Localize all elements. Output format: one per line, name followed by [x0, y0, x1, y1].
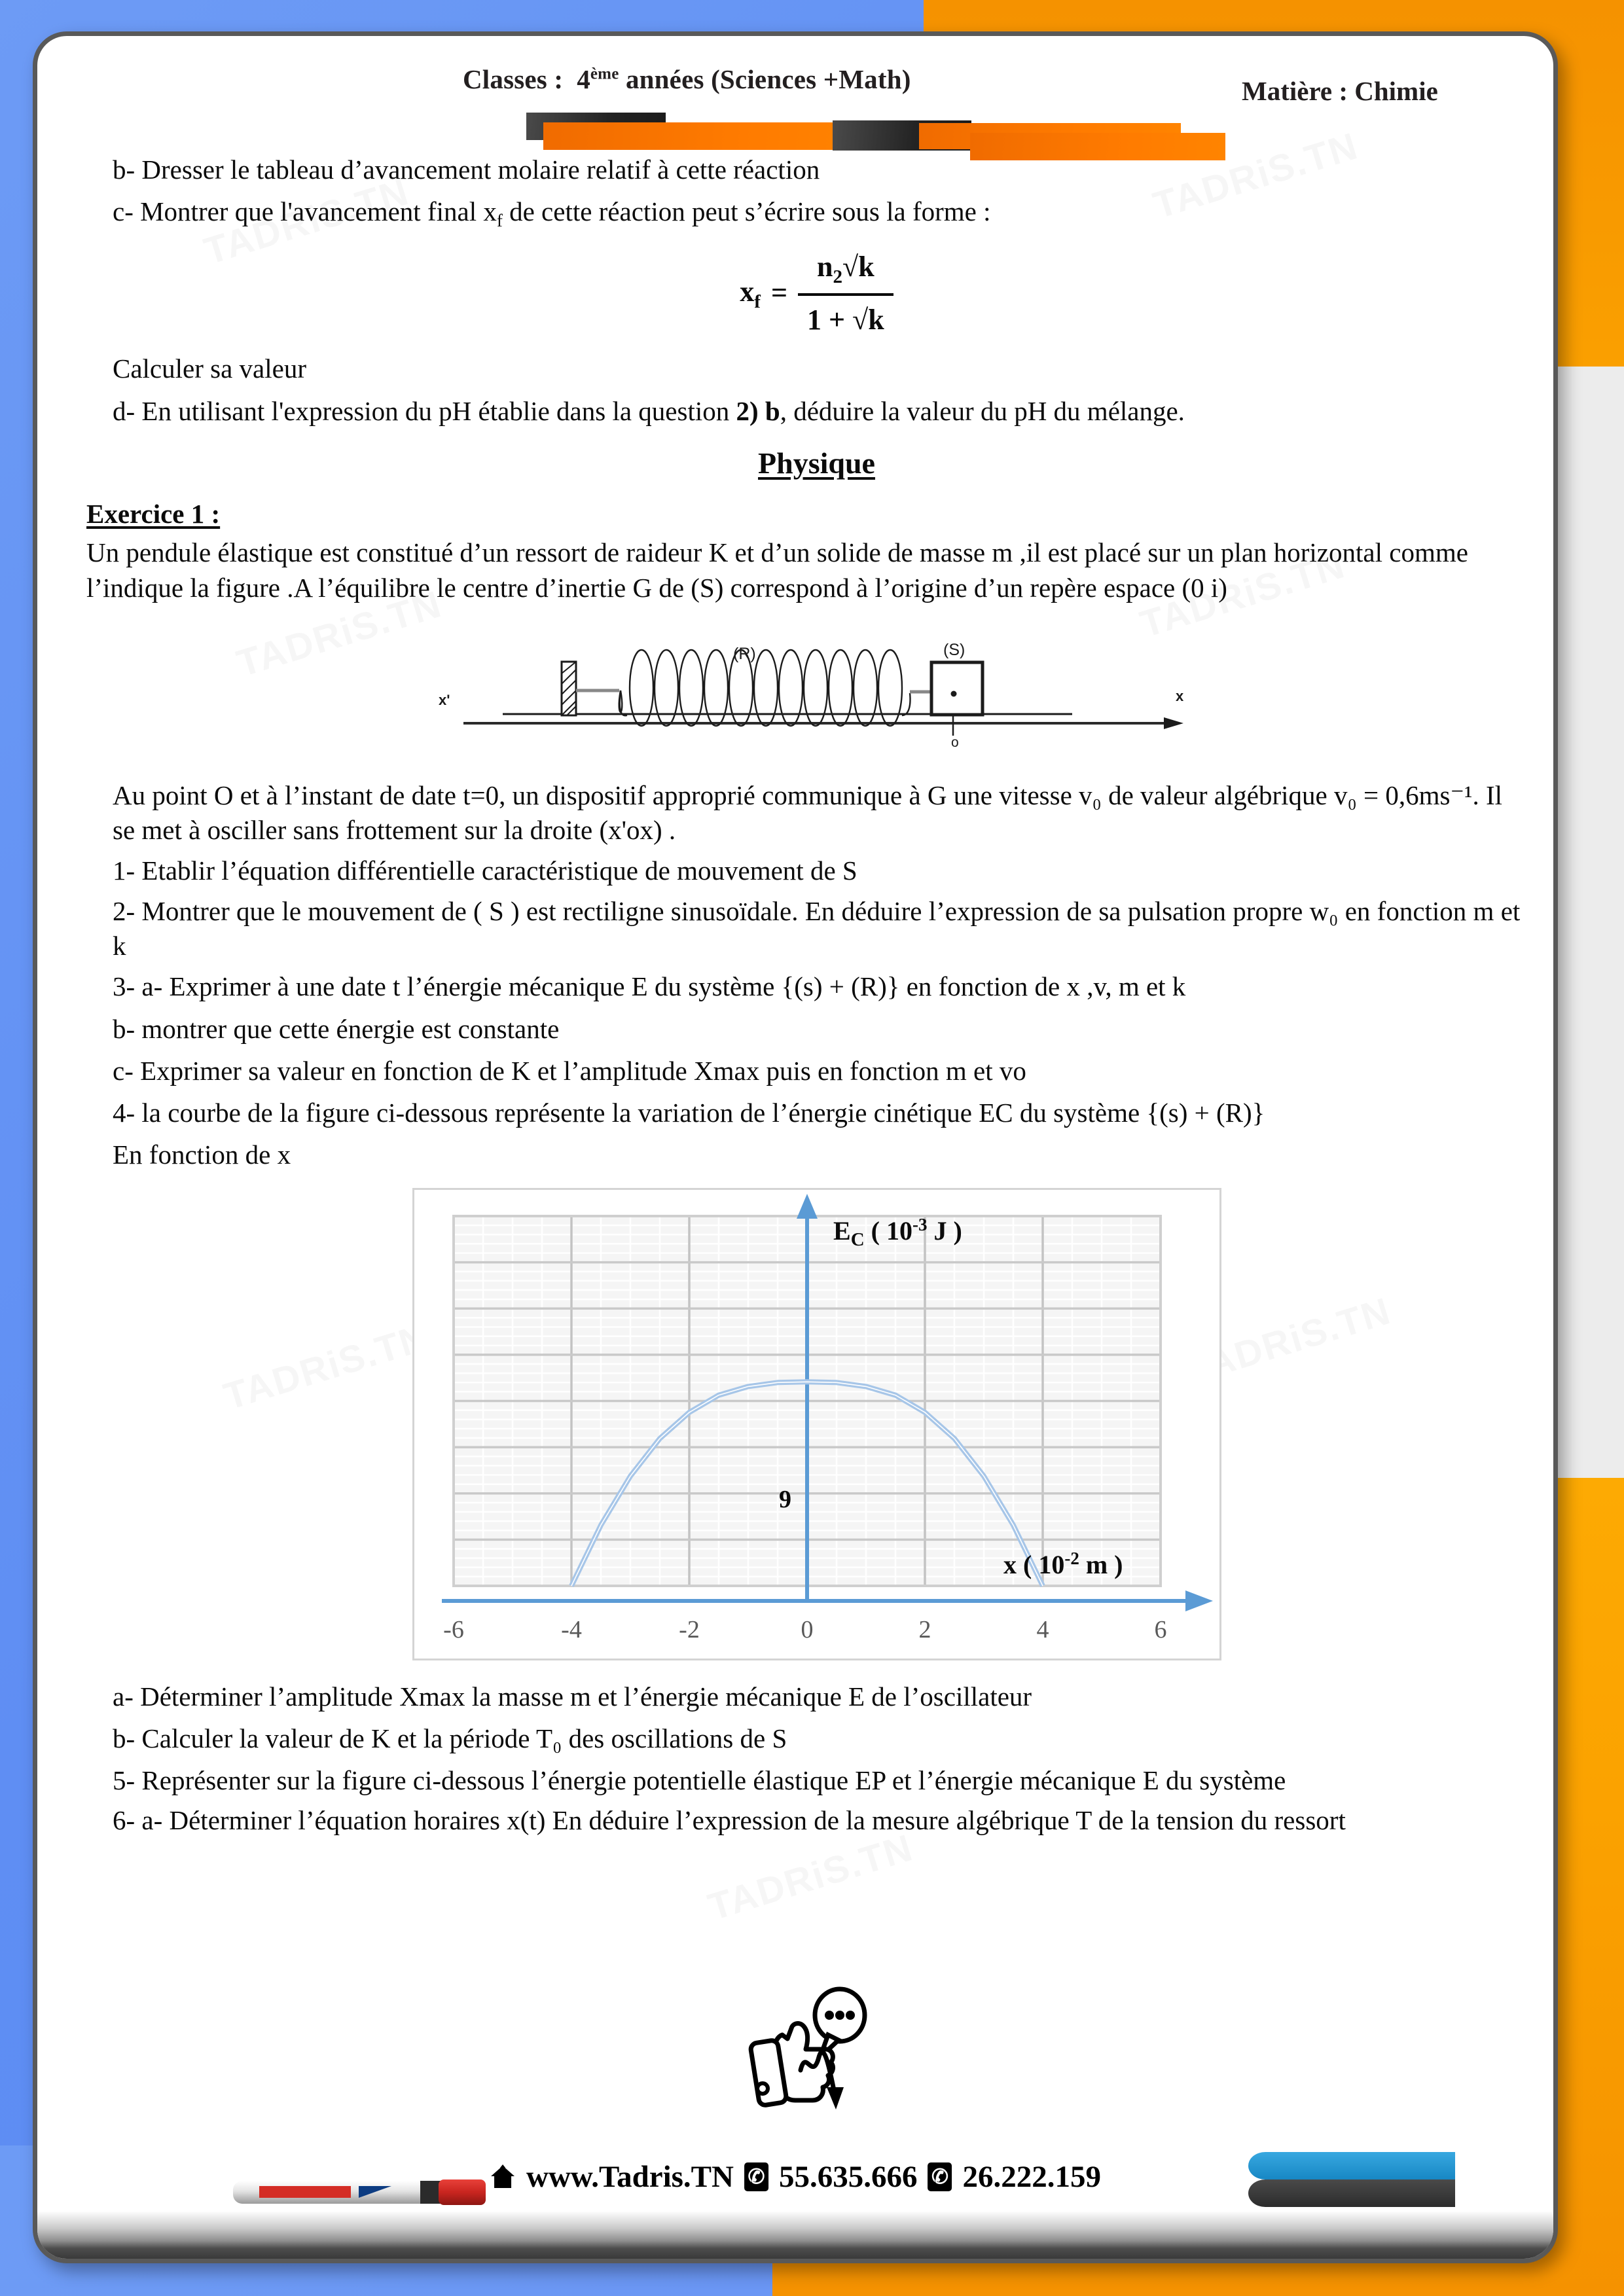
figure-spring-start [619, 691, 626, 715]
figure-label-x: x [1175, 687, 1183, 704]
chart-y-value-label: 9 [778, 1486, 791, 1514]
home-icon-svg [490, 2164, 516, 2189]
document-sheet [33, 31, 1558, 2263]
footer-phone-2[interactable]: 26.222.159 [962, 2160, 1101, 2194]
figure-label-solid: (S) [943, 640, 965, 659]
chart-y-axis-title: $E_C$ ( $10^{-3}$ J ) [833, 1215, 962, 1251]
question-chimie-c-rest: de cette réaction peut s’écrire sous la forme : [502, 196, 991, 227]
figure-label-origin: o [950, 734, 959, 750]
squiggle-arrow-head [827, 2087, 844, 2109]
blue-capsule-decoration [1246, 2149, 1455, 2212]
kinetic-energy-chart [113, 1188, 1521, 1660]
hand-knuckle-dot [757, 2083, 768, 2094]
question-4a: a- Déterminer l’amplitude Xmax la masse m et l’énergie mécanique E de l’oscillateur [113, 1681, 1032, 1712]
question-3a: 3- a- Exprimer à une date t l’énergie mécanique E du système {(s) + (R)} en fonction de x ,v, m et k [113, 971, 1186, 1002]
question-chimie-c-sub: f [496, 211, 503, 231]
question-4-continued: En fonction de x [113, 1139, 291, 1170]
document-header [37, 36, 1553, 151]
chart-x-tick-label: -4 [560, 1616, 582, 1644]
chart-x-tick-label: -2 [678, 1616, 700, 1644]
document-footer [37, 1977, 1553, 2259]
chart-y-axis-arrow [797, 1194, 818, 1219]
footer-website[interactable]: www.Tadris.TN [526, 2160, 734, 2194]
question-4b: b- Calculer la valeur de K et la période T₀ des oscillations de S [113, 1723, 787, 1753]
thumbs-up-doodle-icon [684, 1984, 907, 2147]
exercice-title: Exercice 1 : [86, 499, 221, 529]
question-3b: b- montrer que cette énergie est constante [113, 1013, 560, 1044]
figure-axis-arrow [1164, 717, 1183, 729]
question-chimie-d-ref: 2) b [736, 395, 780, 426]
figure-solid-block [931, 662, 983, 715]
question-chimie-b: b- Dresser le tableau d’avancement molaire relatif à cette réaction [113, 154, 820, 185]
question-2: 2- Montrer que le mouvement de ( S ) est rectiligne sinusoïdale. En déduire l’expression de sa pulsation propre w₀ en fonction m et k [113, 895, 1521, 961]
exercice-intro-text: Un pendule élastique est constitué d’un ressort de raideur K et d’un solide de masse m ,il est placé sur un plan horizontal comme l’indique la figure .A l’équilibre le centre d’inertie G de (S) correspond à l’origine d’un repère espace (0 i) [86, 537, 1468, 603]
chart-x-tick-label: -6 [442, 1616, 464, 1644]
formula-numerator: $n_2√k$ [817, 250, 875, 287]
question-3c: c- Exprimer sa valeur en fonction de K et l’amplitude Xmax puis en fonction m et vo [113, 1055, 1026, 1086]
footer-contact-line [490, 2159, 1101, 2195]
header-ribbon-orange-1 [543, 122, 877, 150]
watermark [703, 1825, 918, 1929]
spring-mass-figure [113, 628, 1521, 752]
spring-mass-svg [424, 628, 1210, 752]
header-classes-label: Classes : [463, 64, 564, 94]
formula-xf [113, 247, 1521, 341]
header-classes [463, 63, 911, 95]
formula-lhs: $x_f$ [740, 276, 761, 312]
figure-label-x-prime: x' [438, 691, 450, 708]
question-6a: 6- a- Déterminer l’équation horaires x(t) En déduire l’expression de la mesure algébrique T de la tension du ressort [113, 1805, 1346, 1836]
formula-equals: = [770, 277, 788, 310]
chart-x-tick-label: 2 [918, 1616, 931, 1644]
phone-icon: ✆ [744, 2162, 768, 2191]
header-classes-rest: années (Sciences +Math) [625, 64, 911, 94]
question-chimie-c [113, 192, 1521, 234]
bubble-dot-1 [825, 2011, 834, 2020]
chart-x-axis-title: x ( $10^{-2}$ m ) [1003, 1549, 1123, 1580]
chart-x-tick-label: 0 [801, 1616, 813, 1644]
bubble-dot-3 [846, 2011, 855, 2020]
header-matiere: Matière : Chimie [1242, 76, 1438, 106]
figure-center-of-mass-dot [950, 691, 956, 696]
chart-x-tick-label: 6 [1154, 1616, 1166, 1644]
figure-label-spring: (R) [732, 644, 756, 663]
paragraph-vitesse: Au point O et à l’instant de date t=0, un dispositif approprié communique à G une vitesse v₀ de valeur algébrique v₀ = 0,6ms⁻¹. Il se met à osciller sans frottement sur la droite (x'ox) . [113, 780, 1502, 846]
home-icon [490, 2162, 516, 2191]
question-chimie-d-part1: d- En utilisant l'expression du pH établie dans la question [113, 395, 736, 426]
bubble-dot-2 [835, 2011, 844, 2020]
document-content [37, 151, 1553, 1839]
footer-desk-strip [37, 2212, 1553, 2259]
chart-x-tick-label: 4 [1036, 1616, 1049, 1644]
instruction-calculer: Calculer sa valeur [113, 353, 306, 384]
header-classes-sup: ème [590, 65, 619, 83]
chart-x-axis-arrow [1185, 1590, 1213, 1611]
question-5: 5- Représenter sur la figure ci-dessous l’énergie potentielle élastique EP et l’énergie mécanique E du système [113, 1765, 1286, 1796]
header-classes-value: 4 [577, 64, 590, 94]
section-title-physique: Physique [758, 446, 875, 480]
chart-x-tick-labels [443, 1616, 1166, 1643]
footer-phone-1[interactable]: 55.635.666 [778, 2160, 918, 2194]
chart-svg [414, 1190, 1219, 1648]
phone-icon: ✆ [928, 2162, 952, 2191]
chart-frame [412, 1188, 1221, 1660]
question-chimie-d-part2: , déduire la valeur du pH du mélange. [780, 395, 1185, 426]
figure-spring-end [902, 693, 911, 715]
question-1: 1- Etablir l’équation différentielle caractéristique de mouvement de S [113, 855, 857, 886]
question-chimie-d [113, 392, 1521, 430]
question-chimie-c-prefix: c- Montrer que l'avancement final x [113, 196, 497, 227]
marker-pen-decoration [230, 2177, 492, 2208]
formula-denominator: 1 + √k [798, 293, 893, 340]
question-4: 4- la courbe de la figure ci-dessous représente la variation de l’énergie cinétique EC du système {(s) + (R)} [113, 1097, 1265, 1128]
